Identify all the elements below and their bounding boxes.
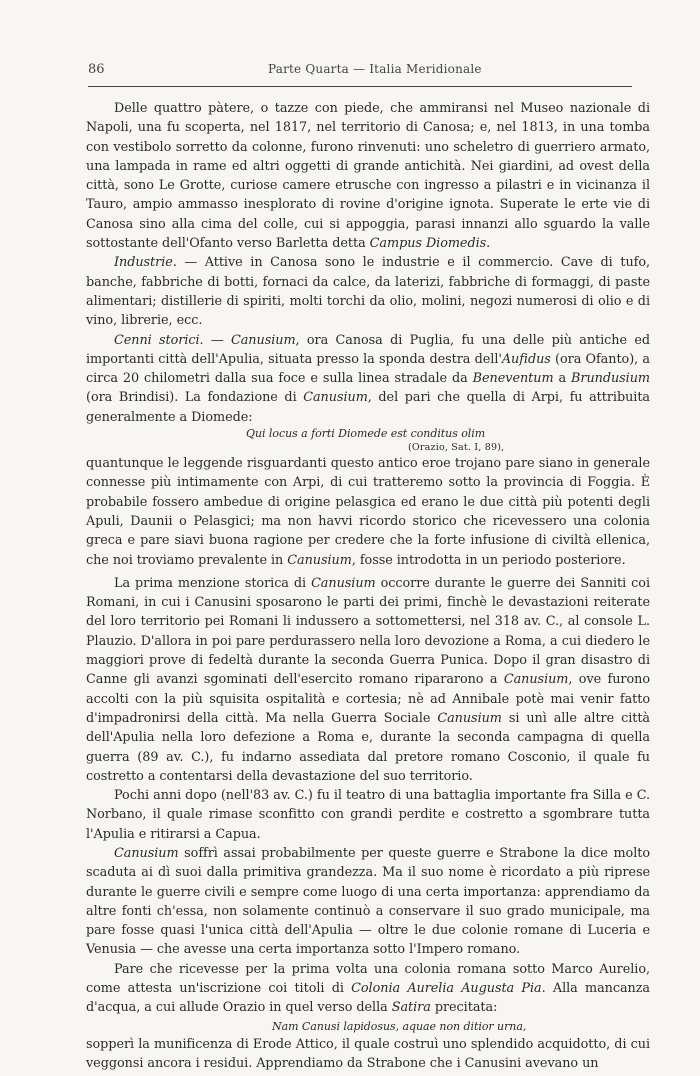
verse-quote: Qui locus a forti Diomede est conditus olim (246, 427, 486, 441)
verse-quote: Nam Canusi lapidosus, aquae non ditior urna, (272, 1019, 527, 1033)
page-number: 86 (88, 62, 105, 77)
paragraph-colonia: Pare che ricevesse per la prima volta una colonia romana sotto Marco Aurelio, come attesta un'iscrizione coi titoli di Colonia Aurelia Augusta Pia. Alla mancanza d'acqua, a cui allude Orazio in quel verso della Satira precitata: (86, 961, 651, 1016)
paragraph-prima-menzione: La prima menzione storica di Canusium occorre durante le guerre dei Sanniti coi Romani, in cui i Canusini sposarono le parti dei primi, finchè le devastazioni reiterate del loro territorio pei Romani li indussero a sottomettersi, nel 318 av. C., al console L. Plauzio. D'allora in poi pare perdurassero nella loro devozione a Roma, a cui diedero le maggiori prove di fedeltà durante la seconda Guerra Punica. Dopo il gran disastro di Canne gli avanzi sgominati dell'esercito romano ripararono a Canusium, ove furono accolti con la più squisita ospitalità e cortesia; nè ad Annibale potè mai venir fatto d'impadronirsi della città. Ma nella Guerra Sociale Canusium si unì alle altre città dell'Apulia nella loro defezione a Roma e, durante la seconda campagna di quella guerra (89 av. C.), fu indarno assediata dal pretore romano Cosconio, il quale fu costretto a contentarsi della devastazione del suo territorio. (86, 575, 651, 784)
header-rule (88, 86, 632, 87)
verse-citation: (Orazio, Sat. I, 89), (408, 442, 505, 454)
paragraph-acquidotto: sopperì la munificenza di Erode Attico, il quale costruì uno splendido acquidotto, di cui veggonsi ancora i residui. Apprendiamo da Strabone che i Canusini avevano un (86, 1036, 650, 1071)
paragraph-industrie: Industrie. — Attive in Canosa sono le industrie e il commercio. Cave di tufo, banche, fabbriche di botti, fornaci da calce, da laterizi, fabbriche di formaggi, di paste alimentari; distillerie di spiriti, molti torchi da olio, molini, negozi numerosi di olio e di vino, librerie, ecc. (86, 255, 650, 329)
paragraph-museo: Delle quattro pàtere, o tazze con piede, che ammiransi nel Museo nazionale di Napoli, una fu scoperta, nel 1817, nel territorio di Canosa; e, nel 1813, in una tomba con vestibolo sorretto da colonne, furono rinvenuti: uno scheletro di guerriero armato, una lampada in rame ed altri oggetti di grande antichità. Nei giardini, ad ovest della città, sono Le Grotte, curiose camere etrusche con ingresso a pilastri e in vicinanza il Tauro, ampio ammasso inesplorato di rovine d'origine ignota. Superate le erte vie di Canosa sino alla cima del colle, cui si appoggia, parasi innanzi allo sguardo la valle sottostante dell'Ofanto verso Barletta detta Campus Diomedis. (86, 101, 650, 252)
paragraph-silla: Pochi anni dopo (nell'83 av. C.) fu il teatro di una battaglia importante fra Silla e C. Norbano, il quale rimase sconfitto con grandi perdite e costretto a sgombrare tutta l'Apulia e ritirarsi a Capua. (86, 788, 650, 842)
paragraph-cenni-storici: Cenni storici. — Canusium, ora Canosa di Puglia, fu una delle più antiche ed importanti città dell'Apulia, situata presso la sponda destra dell'Aufidus (ora Ofanto), a circa 20 chilometri dalla sua foce e sulla linea stradale da Beneventum a Brundusium (ora Brindisi). La fondazione di Canusium, del pari che quella di Arpi, fu attribuita generalmente a Diomede: (86, 332, 651, 425)
running-head (88, 62, 618, 80)
run-in-heading: Industrie. (114, 255, 177, 271)
paragraph-leggende: quantunque le leggende risguardanti questo antico eroe trojano pare siano in generale connesse più intimamente con Arpi, di cui tratteremo sotto la provincia di Foggia. È probabile fossero ambedue di origine pelasgica ed erano le due città più potenti degli Apuli, Daunii o Pelasgici; ma non havvi ricordo storico che ricevessero una colonia greca e pare siavi buona ragione per credere che la forte infusione di civiltà ellenica, che noi troviamo prevalente in Canusium, fosse introdotta in un periodo posteriore. (86, 456, 650, 568)
paragraph-strabone: Canusium soffrì assai probabilmente per queste guerre e Strabone la dice molto scaduta ai dì suoi dalla primitiva grandezza. Ma il suo nome è ricordato a più riprese durante le guerre civili e sempre come luogo di una certa importanza: apprendiamo da altre fonti ch'essa, non solamente continuò a conservare il suo grado municipale, ma pare fosse quasi l'unica città dell'Apulia — oltre le due colonie romane di Luceria e Venusia — che avesse una certa importanza sotto l'Impero romano. (86, 845, 650, 958)
body-text (86, 99, 650, 1073)
italic-term: Campus Diomedis (369, 236, 487, 252)
run-in-heading: Cenni storici. (114, 332, 204, 348)
running-head-title: Parte Quarta — Italia Meridionale (268, 62, 482, 76)
